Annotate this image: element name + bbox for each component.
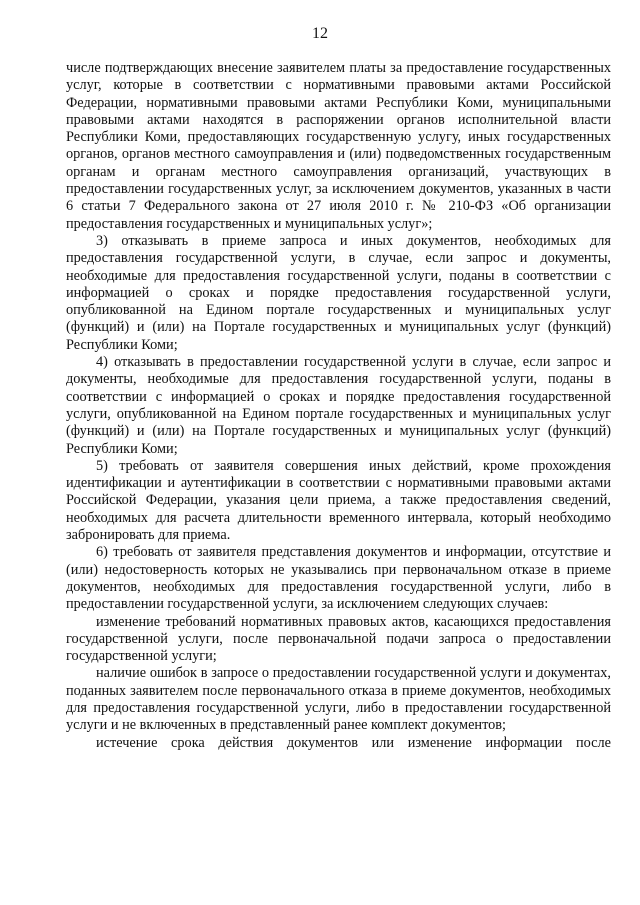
page-number: 12 [312,25,328,42]
paragraph-continuation: числе подтверждающих внесение заявителем платы за предоставление государственных услуг, которые в соответствии с нормативными правовыми актами Российской Федерации, нормативными правовыми актами Республики Коми, муниципальными правовыми актами находятся в распоряжении органов исполнительной власти Республики Коми, предоставляющих государственную услугу, иных государственных органов, органов местного самоуправления и (или) подведомственных государственным органам и органам местного самоуправления организаций, участвующих в предоставлении государственных услуг, за исключением документов, указанных в части 6 статьи 7 Федерального закона от 27 июля 2010 г. № 210-ФЗ «Об организации предоставления государственных и муниципальных услуг»; [66,60,611,232]
paragraph-exception-2: наличие ошибок в запросе о предоставлении государственной услуги и документах, поданных заявителем после первоначального отказа в приеме документов, необходимых для предоставления государственной услуги, либо в предоставлении государственной услуги и не включенных в представленный ранее комплект документов; [66,665,611,734]
paragraph-item-5: 5) требовать от заявителя совершения иных действий, кроме прохождения идентификации и аутентификации в соответствии с нормативными правовыми актами Российской Федерации, указания цели приема, а также предоставления сведений, необходимых для расчета длительности временного интервала, который необходимо забронировать для приема. [66,457,611,544]
paragraph-item-4: 4) отказывать в предоставлении государственной услуги в случае, если запрос и документы, необходимые для предоставления государственной услуги, поданы в соответствии с информацией о сроках и порядке предоставления государственной услуги, опубликованной на Едином портале государственных и муниципальных услуг (функций) и (или) на Портале государственных и муниципальных услуг (функций) Республики Коми; [66,354,611,457]
paragraph-item-3: 3) отказывать в приеме запроса и иных документов, необходимых для предоставления государственной услуги, в случае, если запрос и документы, необходимые для предоставления государственной услуги, поданы в соответствии с информацией о сроках и порядке предоставления государственной услуги, опубликованной на Едином портале государственных и муниципальных услуг (функций) и (или) на Портале государственных и муниципальных услуг (функций) Республики Коми; [66,232,611,353]
paragraph-exception-1: изменение требований нормативных правовых актов, касающихся предоставления государственной услуги, после первоначальной подачи запроса о предоставлении государственной услуги; [66,613,611,665]
document-body [66,60,611,752]
paragraph-item-6: 6) требовать от заявителя представления документов и информации, отсутствие и (или) недостоверность которых не указывались при первоначальном отказе в приеме документов, необходимых для предоставления государственной услуги, либо в предоставлении государственной услуги, за исключением следующих случаев: [66,544,611,613]
paragraph-exception-3: истечение срока действия документов или изменение информации после [96,734,611,751]
